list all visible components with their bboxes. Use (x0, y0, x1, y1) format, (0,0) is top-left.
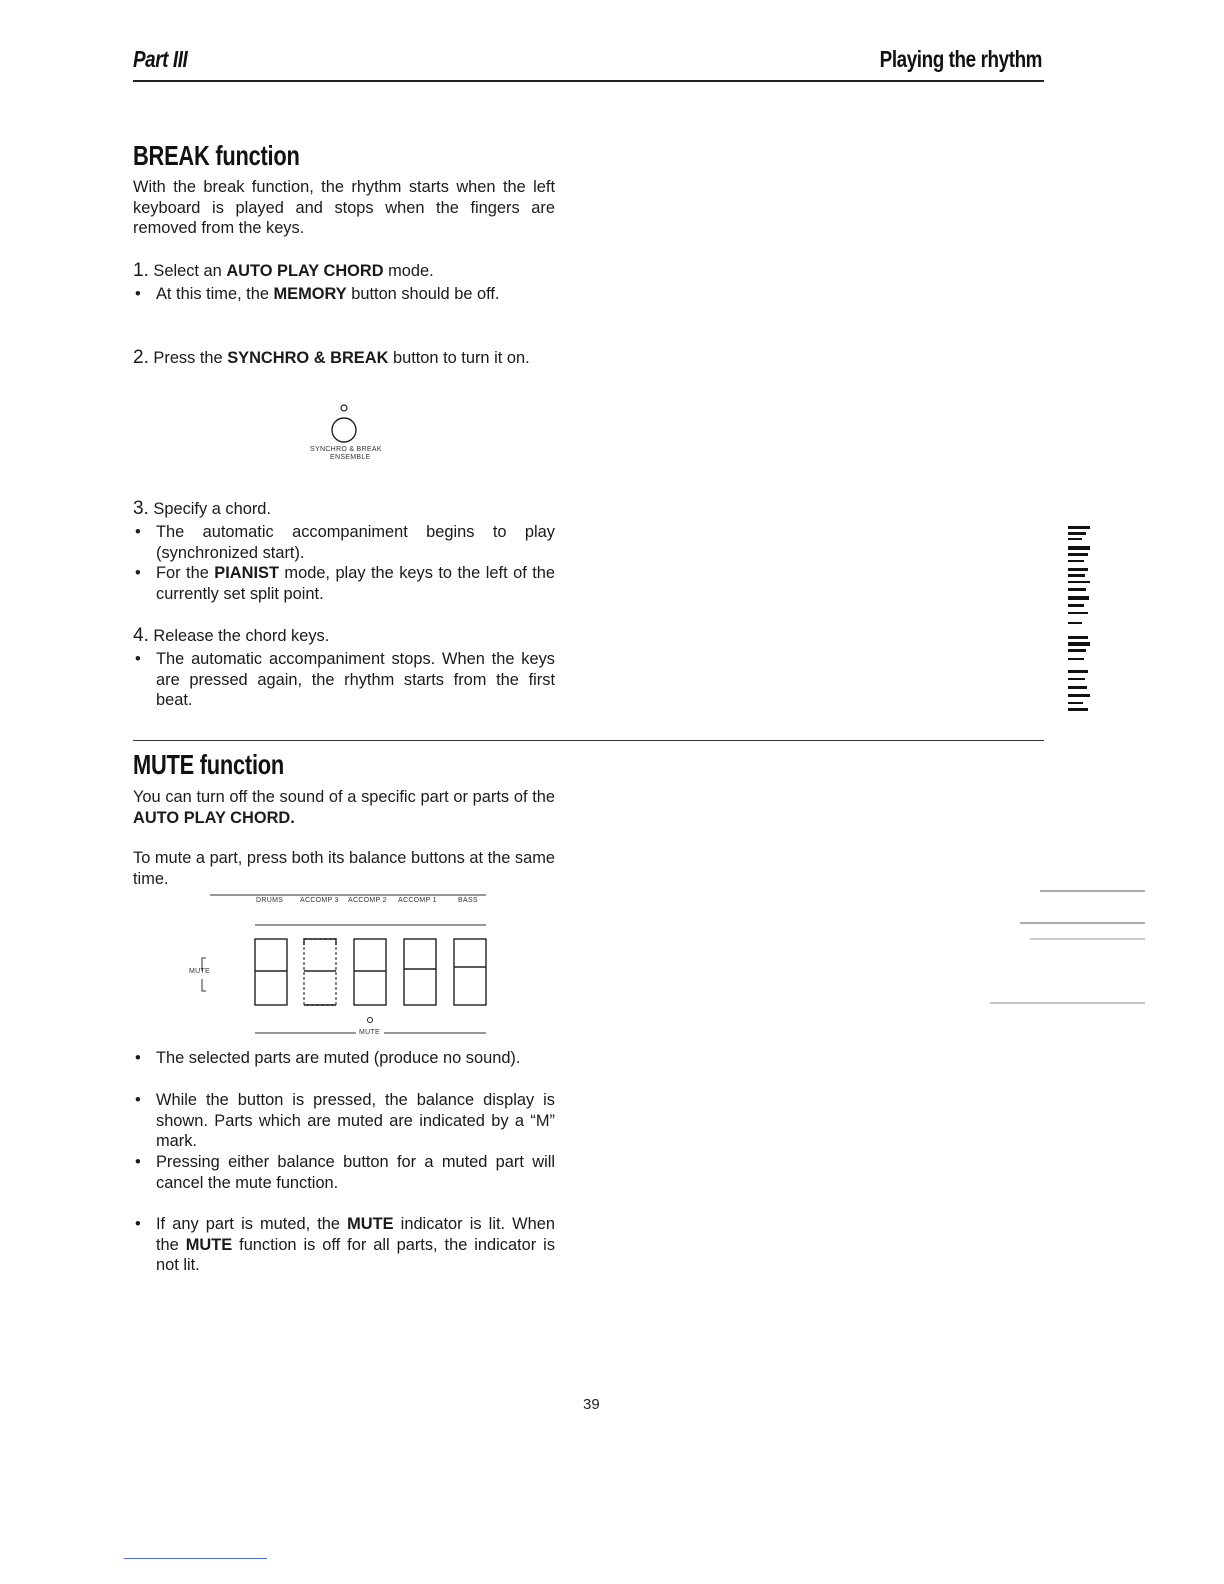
page-number: 39 (583, 1396, 600, 1413)
ensemble-label: ENSEMBLE (330, 454, 371, 461)
synchro-break-button-figure (290, 400, 400, 470)
mute-instruction: To mute a part, press both its balance buttons at the same time. (133, 849, 555, 888)
break-section-title: BREAK function (133, 140, 300, 171)
bullet-text: If any part is muted, the (156, 1215, 348, 1233)
bullet-bold: MUTE (185, 1235, 233, 1254)
bullet-text: button should be off. (346, 285, 500, 303)
bullet-text: indicator is lit. When the (156, 1215, 555, 1254)
step-bold: AUTO PLAY CHORD (226, 262, 384, 280)
label-drums: DRUMS (256, 897, 284, 904)
break-step-1-bullet (133, 284, 555, 305)
bullet-text: For the (156, 564, 215, 582)
scan-faint-lines (985, 885, 1150, 1015)
bottom-mute-label: MUTE (359, 1029, 381, 1036)
step-text: Release the chord keys. (153, 627, 330, 645)
intro-text: You can turn off the sound of a specific part or parts of the (133, 788, 555, 806)
step-text: mode. (383, 262, 434, 280)
step-text: Press the (153, 349, 228, 367)
mute-bullet-4 (133, 1214, 555, 1276)
section-divider (133, 740, 1044, 741)
side-mute-label: MUTE (189, 968, 211, 975)
step-text: Specify a chord. (153, 500, 271, 518)
mute-bullet-1: • The selected parts are muted (produce no sound). (133, 1048, 555, 1069)
mute-bullet-2: • While the button is pressed, the balance display is shown. Parts which are muted are indicated by a “M” mark. (133, 1090, 555, 1152)
step-text: Select an (153, 262, 227, 280)
mute-intro (133, 787, 555, 828)
label-bass: BASS (458, 897, 478, 904)
break-step-4 (133, 626, 555, 647)
break-step-2 (133, 348, 555, 369)
step-number: 1. (133, 260, 149, 281)
label-accomp3: ACCOMP 3 (300, 897, 339, 904)
break-intro: With the break function, the rhythm starts when the left keyboard is played and stops when the fingers are removed from the keys. (133, 178, 555, 238)
balance-buttons-figure (180, 893, 540, 1043)
header-chapter-title: Playing the rhythm (879, 46, 1042, 72)
bullet-bold: MEMORY (273, 285, 347, 303)
mute-section-title: MUTE function (133, 749, 285, 780)
bullet-bold: MUTE (347, 1215, 394, 1233)
break-step-3-bullet-1: • The automatic accompaniment begins to play (synchronized start). (133, 522, 555, 563)
scan-edge-marks (1068, 524, 1102, 714)
label-accomp1: ACCOMP 1 (398, 897, 437, 904)
step-number: 2. (133, 347, 149, 368)
bullet-text: function is off for all parts, the indicator is not lit. (156, 1235, 556, 1275)
bullet-text: mode, play the keys to the left of the currently set split point. (156, 564, 555, 603)
break-step-1 (133, 261, 555, 282)
label-accomp2: ACCOMP 2 (348, 897, 387, 904)
step-number: 3. (133, 498, 149, 519)
step-text: button to turn it on. (388, 349, 530, 367)
bullet-text: At this time, the (156, 285, 274, 303)
balance-buttons-drawing (180, 893, 540, 1043)
footer-blue-line (124, 1558, 267, 1559)
header-part-label: Part III (133, 46, 188, 72)
break-step-3 (133, 499, 555, 520)
break-step-3-bullet-2 (133, 563, 555, 604)
header-rule (133, 80, 1044, 82)
intro-bold: AUTO PLAY CHORD. (133, 808, 295, 827)
step-bold: SYNCHRO & BREAK (227, 349, 389, 367)
mute-bullet-3: • Pressing either balance button for a muted part will cancel the mute function. (133, 1152, 555, 1193)
bullet-bold: PIANIST (214, 564, 279, 582)
break-step-4-bullet: • The automatic accompaniment stops. When the keys are pressed again, the rhythm starts from the first beat. (133, 649, 555, 711)
synchro-break-label: SYNCHRO & BREAK (310, 446, 382, 453)
step-number: 4. (133, 625, 149, 646)
